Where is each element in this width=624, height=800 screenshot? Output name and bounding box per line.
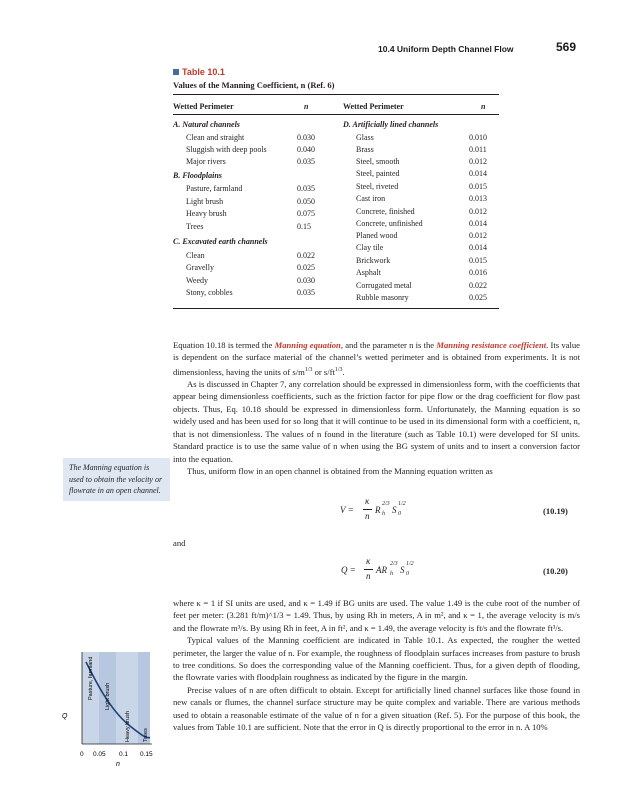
- table-cell-n: 0.015: [469, 256, 487, 265]
- table-bottom-rule: [173, 308, 499, 309]
- col-header-n-left: n: [304, 102, 309, 111]
- table-cell: Clean and straight: [186, 133, 245, 142]
- table-cell: Steel, riveted: [356, 182, 399, 191]
- table-cell-n: 0.012: [469, 231, 487, 240]
- page-number: 569: [556, 40, 577, 54]
- table-cell: Planed wood: [356, 231, 398, 240]
- table-cell-n: 0.075: [297, 209, 315, 218]
- table-cell-n: 0.035: [297, 157, 315, 166]
- table-cell-n: 0.025: [469, 293, 487, 302]
- table-cell: Cast iron: [356, 194, 386, 203]
- term-manning-coefficient: Manning resistance coefficient: [436, 340, 547, 350]
- table-cell-n: 0.15: [297, 222, 311, 231]
- equation-10-20: Q = κ n AR h 2/3 S 0 1/2: [341, 556, 414, 581]
- col-header-right: Wetted Perimeter: [343, 102, 404, 111]
- table-cell: Heavy brush: [186, 209, 227, 218]
- table-header-rule: [173, 114, 499, 115]
- equation-number-10-19: (10.19): [543, 506, 568, 516]
- paragraph-1: Equation 10.18 is termed the Manning equation, and the parameter n is the Manning resistance coefficient. Its value is dependent on the surface material of the channel’s wetted perimeter and is obtained from experiments. It is not dimensionless, having the units of $s/m^{1/3}$ or $s/ft^{1/3}$.: [173, 340, 580, 377]
- table-cell-n: 0.012: [469, 157, 487, 166]
- table-cell: Clay tile: [356, 243, 384, 252]
- and-word: and: [173, 538, 186, 548]
- table-cell-n: 0.040: [297, 145, 315, 154]
- table-cell: Trees: [186, 222, 204, 231]
- y-axis-label: Q: [62, 713, 68, 720]
- table-square-icon: [173, 69, 179, 75]
- paragraph-3: Thus, uniform flow in an open channel is obtained from the Manning equation written as: [187, 465, 493, 476]
- table-cell: Gravelly: [186, 263, 214, 272]
- table-cell-n: 0.014: [469, 243, 487, 252]
- table-cell: Brickwork: [356, 256, 391, 265]
- table-label-text: Table 10.1: [182, 67, 225, 77]
- paragraph-4: where κ = 1 if SI units are used, and κ = 1.49 if BG units are used. The value 1.49 is the cube root of the number of feet per meter: (3.281 ft/m)^1/3 = 1.49. Thus, by using Rh in meters, A in m², and κ = 1, the average velocity is m/s and the flowrate m³/s. By using Rh in feet, A in ft², and κ = 1.49, the average velocity is ft/s and the flowrate ft³/s.: [173, 598, 580, 633]
- region-label-trees: Trees: [143, 728, 149, 742]
- table-cell-n: 0.050: [297, 197, 315, 206]
- equation-10-19: V = κ n R h 2/3 S 0 1/2: [340, 496, 406, 521]
- table-cell: Rubble masonry: [356, 293, 409, 302]
- section-title-excavated: C. Excavated earth channels: [173, 237, 268, 246]
- table-cell-n: 0.025: [297, 263, 315, 272]
- table-cell-n: 0.035: [297, 288, 315, 297]
- x-tick-0: 0: [80, 751, 84, 758]
- table-label: [173, 67, 225, 77]
- col-header-left: Wetted Perimeter: [173, 102, 234, 111]
- table-cell: Clean: [186, 251, 205, 260]
- table-top-rule: [173, 94, 499, 95]
- region-label-light-brush: Light brush: [105, 682, 111, 710]
- table-cell: Pasture, farmland: [186, 184, 243, 193]
- region-label-pasture: Pasture, farmland: [88, 656, 94, 700]
- term-manning-equation: Manning equation: [274, 340, 341, 350]
- table-cell: Asphalt: [356, 268, 381, 277]
- table-cell-n: 0.016: [469, 268, 487, 277]
- table-cell-n: 0.011: [469, 145, 487, 154]
- paragraph-5: Typical values of the Manning coefficient are indicated in Table 10.1. As expected, the rougher the wetted perimeter, the larger the value of n. For example, the roughness of floodplain surfaces increases from pasture to brush to tree conditions. So does the corresponding value of the Manning coefficient. Thus, for a given depth of flooding, the flowrate varies with floodplain roughness as indicated by the figure in the margin.: [173, 635, 580, 683]
- table-cell: Concrete, unfinished: [356, 219, 423, 228]
- table-cell: Major rivers: [186, 157, 226, 166]
- paragraph-6: Precise values of n are often difficult to obtain. Except for artificially lined channel surfaces like those found in new canals or flumes, the channel surface structure may be quite complex and variable. There are various methods used to obtain a reasonable estimate of the value of n for a given situation (Ref. 5). For the purpose of this book, the values from Table 10.1 are sufficient. Note that the error in Q is directly proportional to the error in n. A 10%: [173, 684, 580, 733]
- equation-number-10-20: (10.20): [543, 566, 568, 576]
- table-cell-n: 0.014: [469, 169, 487, 178]
- table-cell-n: 0.030: [297, 133, 315, 142]
- table-cell-n: 0.030: [297, 276, 315, 285]
- section-title-artificial: D. Artificially lined channels: [343, 120, 439, 129]
- x-axis-label: n: [116, 761, 120, 768]
- table-cell-n: 0.010: [469, 133, 487, 142]
- x-tick-2: 0.1: [119, 751, 129, 758]
- col-header-n-right: n: [481, 102, 486, 111]
- x-tick-3: 0.15: [140, 751, 153, 758]
- x-tick-1: 0.05: [93, 751, 106, 758]
- body-text-lower: [173, 597, 580, 733]
- table-cell-n: 0.013: [469, 194, 487, 203]
- table-cell: Stony, cobbles: [186, 288, 233, 297]
- table-cell-n: 0.012: [469, 207, 487, 216]
- table-cell-n: 0.022: [469, 281, 487, 290]
- table-caption: Values of the Manning Coefficient, n (Ref. 6): [173, 80, 335, 90]
- margin-note: The Manning equation is used to obtain the velocity or flowrate in an open channel.: [63, 458, 170, 501]
- table-cell: Brass: [356, 145, 374, 154]
- table-cell-n: 0.015: [469, 182, 487, 191]
- section-title-floodplains: B. Floodplains: [173, 171, 222, 180]
- table-cell: Steel, painted: [356, 169, 400, 178]
- region-label-heavy-brush: Heavy brush: [125, 711, 131, 742]
- table-cell: Light brush: [186, 197, 224, 206]
- table-cell: Concrete, finished: [356, 207, 415, 216]
- table-cell-n: 0.014: [469, 219, 487, 228]
- table-cell: Weedy: [186, 276, 209, 285]
- paragraph-2: As is discussed in Chapter 7, any correlation should be expressed in dimensionless form, with the coefficients that appear being dimensionless coefficients, such as the friction factor for pipe flow or the drag coefficient for flow past objects. Thus, Eq. 10.18 should be expressed in dimensionless form. Unfortunately, the Manning equation is so widely used and has been used for so long that it will continue to be used in its dimensional form with a coefficient, n, that is not dimensionless. The values of n found in the literature (such as Table 10.1) were developed for SI units. Standard practice is to use the same value of n when using the BG system of units and to insert a conversion factor into the equation.: [173, 379, 580, 464]
- table-cell: Sluggish with deep pools: [186, 145, 267, 154]
- table-cell-n: 0.035: [297, 184, 315, 193]
- body-text-upper: [173, 339, 580, 477]
- table-cell: Steel, smooth: [356, 157, 400, 166]
- table-cell-n: 0.022: [297, 251, 315, 260]
- running-header-section: 10.4 Uniform Depth Channel Flow: [378, 44, 514, 54]
- section-title-natural: A. Natural channels: [173, 120, 240, 129]
- table-cell: Glass: [356, 133, 374, 142]
- table-cell: Corrugated metal: [356, 281, 412, 290]
- margin-figure-q-vs-n: [62, 652, 162, 770]
